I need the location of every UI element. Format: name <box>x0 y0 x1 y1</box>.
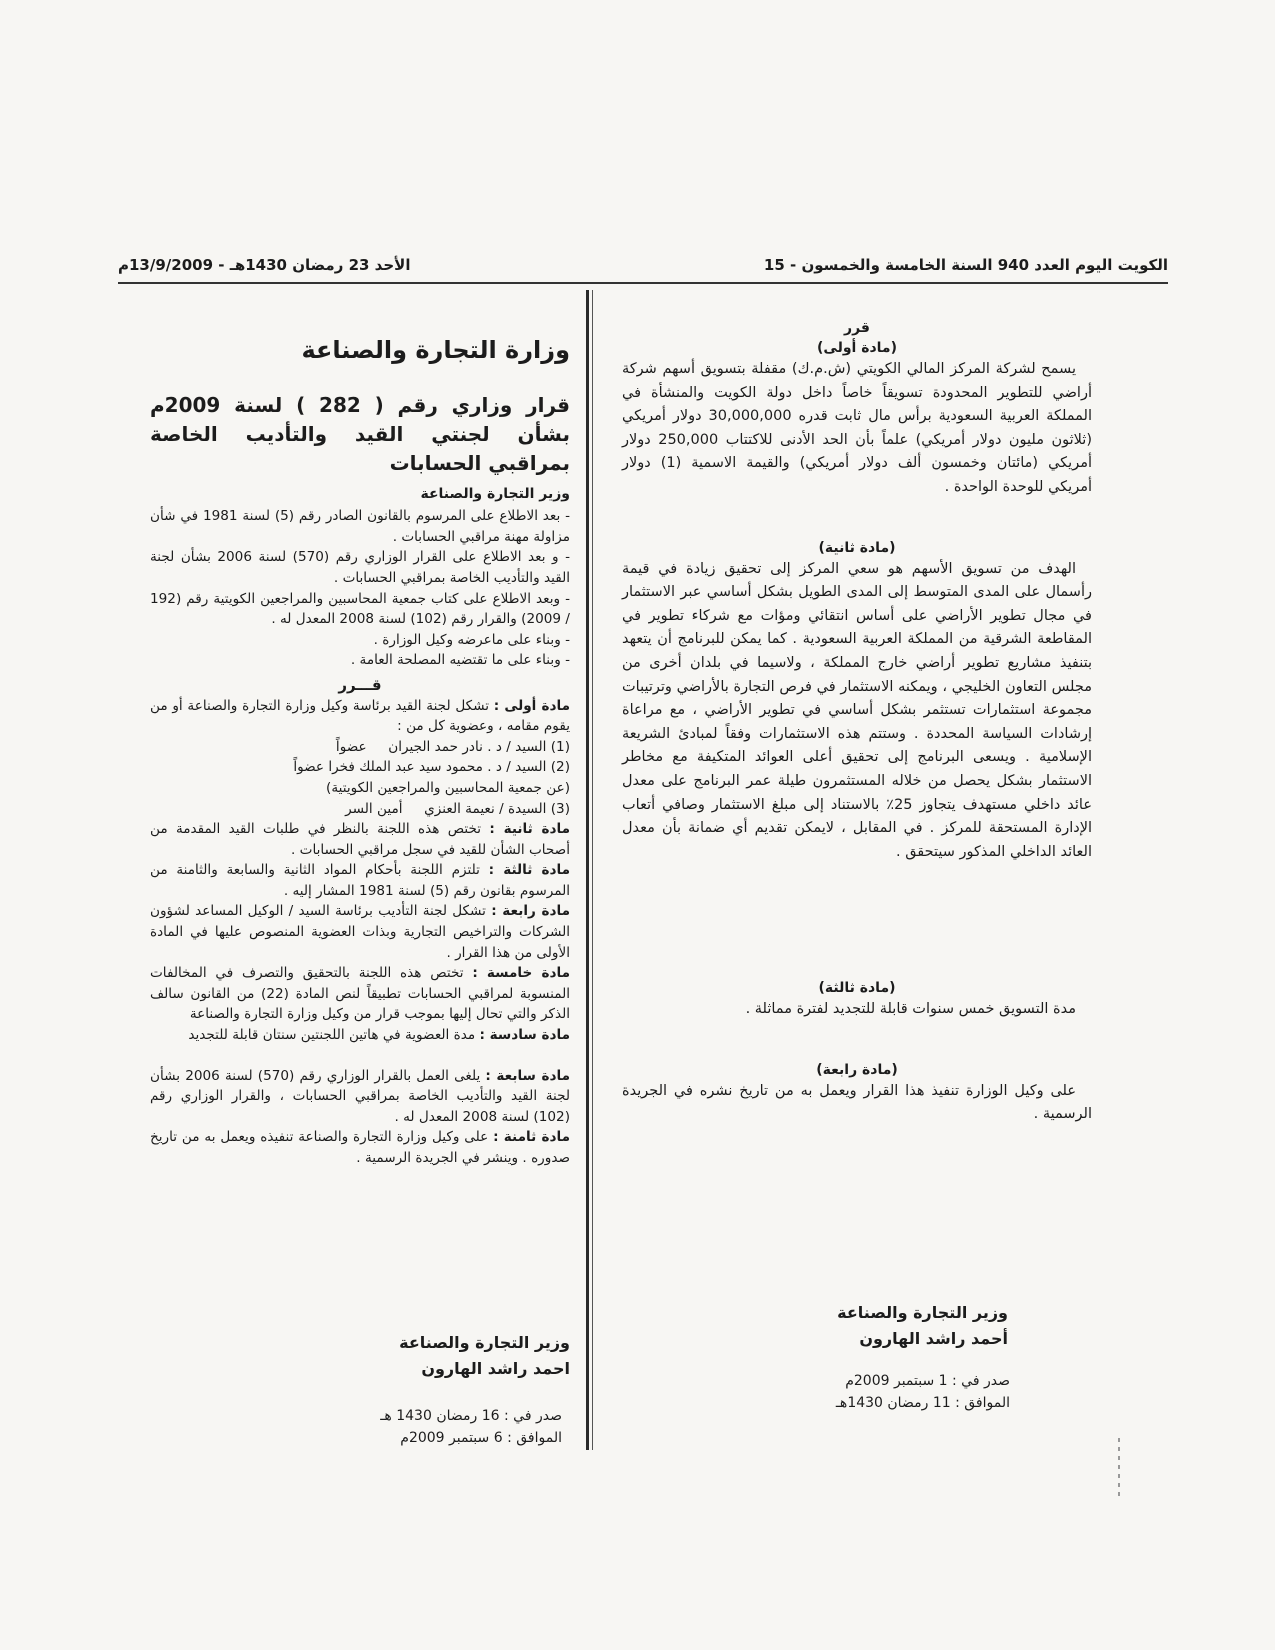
member-row <box>150 757 570 778</box>
preamble-item: - وبناء على ماعرضه وكيل الوزارة . <box>373 631 570 648</box>
article-label: مادة رابعة : <box>491 903 570 920</box>
article-body: تختص هذه اللجنة بالتحقيق والتصرف في المخالفات المنسوبة لمراقبي الحسابات تطبيقاً لنص المادة (22) من القانون سالف الذكر والتي تحال إليها بموجب قرار من وكيل وزارة التجارة والصناعة <box>150 965 571 1023</box>
article-3-title: (مادة ثالثة) <box>818 980 896 997</box>
left-signature <box>150 1330 570 1382</box>
column-divider-thin <box>592 290 593 1450</box>
article-1-body: تشكل لجنة القيد برئاسة وكيل وزارة التجارة والصناعة أو من يقوم مقامه ، وعضوية كل من : <box>150 697 570 735</box>
page-header <box>118 252 1168 282</box>
preamble-item: - وبناء على ما تقتضيه المصلحة العامة . <box>350 652 570 669</box>
decides-heading: قـــرر <box>338 675 382 694</box>
article-row <box>150 901 570 963</box>
member-row <box>150 778 570 799</box>
article-1-title: (مادة أولى) <box>817 340 897 356</box>
left-signature-name: احمد راشد الهارون <box>421 1359 570 1378</box>
article-body: على وكيل وزارة التجارة والصناعة تنفيذه ويعمل به من تاريخ صدوره . وينشر في الجريدة الرسمية . <box>150 1129 570 1166</box>
article-4-title: (مادة رابعة) <box>816 1061 898 1078</box>
article-body: مدة العضوية في هاتين اللجنتين سنتان قابلة للتجديد <box>188 1027 476 1044</box>
left-date-corresponding: الموافق : 6 سبتمبر 2009م <box>400 1430 562 1446</box>
article-body: تختص هذه اللجنة بالنظر في طلبات القيد المقدمة من أصحاب الشأن للقيد في سجل مراقبي الحسابات . <box>150 821 570 858</box>
member-name: (1) السيد / د . نادر حمد الجيران <box>388 738 570 755</box>
article-label: مادة ثانية : <box>489 821 570 838</box>
header-date: الأحد 23 رمضان 1430هـ - 13/9/2009م <box>118 256 411 274</box>
preamble-item: - وبعد الاطلاع على كتاب جمعية المحاسبين والمراجعين الكويتية رقم (192 / 2009) والقرار رقم (102) لسنة 2008 المعدل له . <box>150 590 570 628</box>
right-column <box>622 318 1092 1131</box>
article-label: مادة سابعة : <box>485 1067 570 1084</box>
left-date-issued: صدر في : 16 رمضان 1430 هـ <box>380 1408 562 1424</box>
member-row <box>150 799 570 820</box>
ministry-title: وزارة التجارة والصناعة <box>301 336 570 364</box>
article-row <box>150 860 570 901</box>
article-label: مادة ثامنة : <box>493 1129 571 1146</box>
article-label: مادة خامسة : <box>472 965 570 982</box>
minister-heading: وزير التجارة والصناعة <box>420 485 570 502</box>
article-row <box>150 963 570 1025</box>
member-role: أمين السر <box>345 800 403 817</box>
right-date-issued: صدر في : 1 سبتمبر 2009م <box>845 1373 1010 1389</box>
scan-artifact <box>1118 1438 1120 1498</box>
decision-heading: قرر <box>844 320 870 336</box>
article-3-text: مدة التسويق خمس سنوات قابلة للتجديد لفترة مماثلة . <box>745 1001 1076 1018</box>
member-name: (3) السيدة / نعيمة العنزي <box>424 800 570 817</box>
article-row <box>150 1066 570 1128</box>
article-body: تشكل لجنة التأديب برئاسة السيد / الوكيل المساعد لشؤون الشركات والتراخيص التجارية وبذات العضوية المنصوص عليها في المادة الأولى من هذا القرار . <box>150 903 570 961</box>
article-body: تلتزم اللجنة بأحكام المواد الثانية والسابعة والثامنة من المرسوم بقانون رقم (5) لسنة 1981 المشار إليه . <box>150 862 570 899</box>
member-name: (2) السيد / د . محمود سيد عبد الملك فخرا عضواً <box>293 759 570 776</box>
article-label: مادة ثالثة : <box>488 862 571 879</box>
article-row <box>150 1127 570 1168</box>
preamble-item: - بعد الاطلاع على المرسوم بالقانون الصادر رقم (5) لسنة 1981 في شأن مزاولة مهنة مراقبي الحسابات . <box>150 508 570 545</box>
header-rule <box>118 282 1168 284</box>
member-role: عضواً <box>335 738 367 755</box>
article-1 <box>150 696 570 737</box>
right-signature-name: أحمد راشد الهارون <box>859 1329 1008 1348</box>
left-dates <box>300 1405 562 1449</box>
member-row <box>150 737 570 758</box>
header-issue-info: الكويت اليوم العدد 940 السنة الخامسة والخمسون - 15 <box>763 256 1168 274</box>
article-label: مادة سادسة : <box>479 1027 570 1044</box>
column-divider <box>586 290 589 1450</box>
article-4-text: على وكيل الوزارة تنفيذ هذا القرار ويعمل به من تاريخ نشره في الجريدة الرسمية . <box>622 1082 1092 1123</box>
article-1-label: مادة أولى : <box>493 697 570 714</box>
right-signature-role: وزير التجارة والصناعة <box>837 1303 1008 1322</box>
decision-title: قرار وزاري رقم ( 282 ) لسنة 2009م بشأن لجنتي القيد والتأديب الخاصة بمراقبي الحسابات <box>150 392 570 475</box>
article-row <box>150 1025 570 1046</box>
right-date-corresponding: الموافق : 11 رمضان 1430هـ <box>835 1395 1010 1411</box>
article-row <box>150 819 570 860</box>
article-1-text: يسمح لشركة المركز المالي الكويتي (ش.م.ك) مقفلة بتسويق أسهم شركة أراضي للتطوير المحدودة تسويقاً خاصاً داخل دولة الكويت والمنشأة في المملكة العربية السعودية برأس مال ثابت قدره 30,000,000 دولار أمريكي (ثلاثون مليون دولار أمريكي) علماً بأن الحد الأدنى للاكتتاب 250,000 دولار أمريكي (مائتان وخمسون ألف دولار أمريكي) والقيمة الاسمية (1) دولار أمريكي للوحدة الواحدة . <box>622 361 1092 495</box>
member-name: (عن جمعية المحاسبين والمراجعين الكويتية) <box>326 779 570 796</box>
right-signature <box>608 1300 1008 1352</box>
article-2-title: (مادة ثانية) <box>818 539 896 556</box>
right-dates <box>700 1370 1010 1414</box>
article-2-text: الهدف من تسويق الأسهم هو سعي المركز إلى تحقيق زيادة في قيمة رأسمال على المدى المتوسط إلى المدى الطويل بشكل أساسي عبر الاستثمار في مجال تطوير الأراضي على أساس انتقائي ومؤات مع شركاء تطوير في المقاطعة الشرقية من المملكة العربية السعودية . كما يمكن للبرنامج أن يتعهد بتنفيذ مشاريع تطوير أراضي خارج المملكة ، ولاسيما في بلدان أخرى من مجلس التعاون الخليجي ، ويمكنه الاستثمار في فرص التجارة بالأراضي وترتيبات مجموعة استثمارات تستثمر بشكل أساسي في تطوير الأراضي ، مع مراعاة إرشادات السياسة المحددة . وستتم هذه الاستثمارات وفقاً لمبادئ الشريعة الإسلامية . ويسعى البرنامج إلى تحقيق أعلى العوائد المتكيفة مع مخاطر الاستثمار بشكل يحصل من خلاله المستثمرون طيلة عمر البرنامج على معدل عائد داخلي مستهدف يتجاوز 25٪ بالاستناد إلى مبلغ الاستثمار وصافي أتعاب الإدارة المستحقة للمركز . في المقابل ، لايمكن تقديم أي ضمانة بأن معدل العائد الداخلي المذكور سيتحقق . <box>622 560 1092 860</box>
left-column <box>150 336 571 1169</box>
preamble-item: - و بعد الاطلاع على القرار الوزاري رقم (570) لسنة 2006 بشأن لجنة القيد والتأديب الخاصة بمراقبي الحسابات . <box>150 549 570 586</box>
article-body: يلغى العمل بالقرار الوزاري رقم (570) لسنة 2006 بشأن لجنة القيد والتأديب الخاصة بمراقبي الحسابات ، والقرار الوزاري رقم (102) لسنة 2008 المعدل له . <box>150 1067 570 1125</box>
left-signature-role: وزير التجارة والصناعة <box>399 1333 570 1352</box>
